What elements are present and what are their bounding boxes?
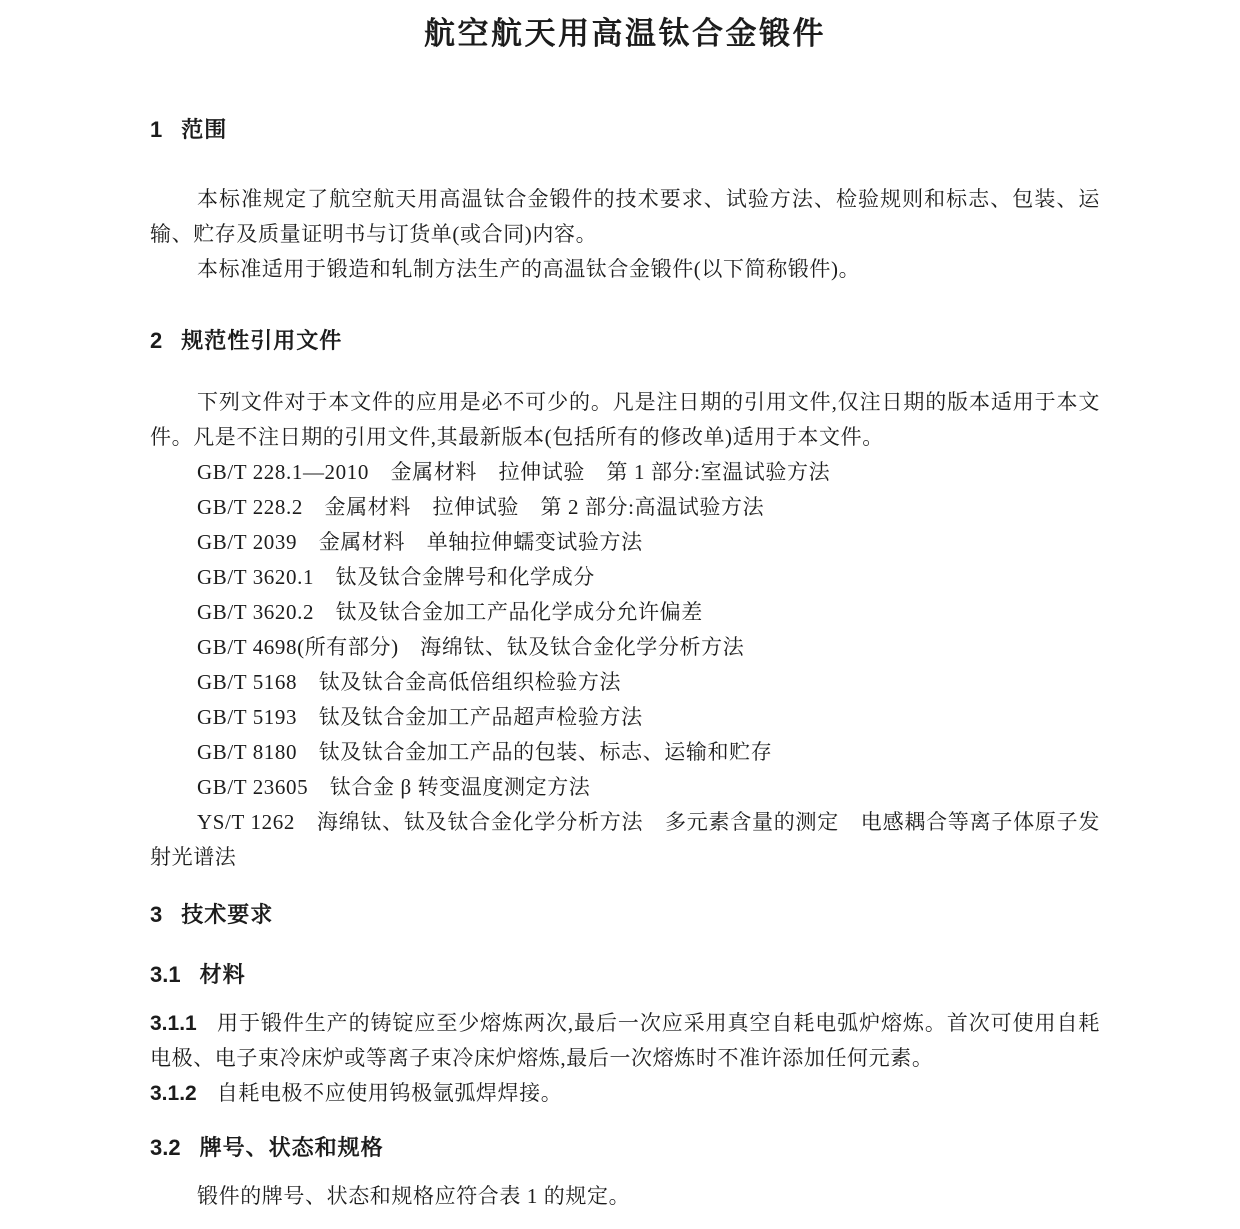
section-2-number: 2 — [150, 328, 163, 353]
section-1-title: 范围 — [181, 117, 228, 142]
reference-item: GB/T 8180 钛及钛合金加工产品的包装、标志、运输和贮存 — [197, 740, 773, 764]
section-3-heading — [150, 901, 1100, 929]
section-3-1-number: 3.1 — [150, 962, 181, 987]
reference-item: GB/T 2039 金属材料 单轴拉伸蠕变试验方法 — [197, 530, 643, 554]
clause-number: 3.1.1 — [150, 1012, 197, 1035]
reference-item: GB/T 5168 钛及钛合金高低倍组织检验方法 — [197, 670, 622, 694]
clause-text: 用于锻件生产的铸锭应至少熔炼两次,最后一次应采用真空自耗电弧炉熔炼。首次可使用自耗电极、电子束冷床炉或等离子束冷床炉熔炼,最后一次熔炼时不准许添加任何元素。 — [150, 1011, 1100, 1070]
designation-paragraph: 锻件的牌号、状态和规格应符合表 1 的规定。 — [197, 1184, 631, 1208]
references-intro-paragraph: 下列文件对于本文件的应用是必不可少的。凡是注日期的引用文件,仅注日期的版本适用于本文件。凡是不注日期的引用文件,其最新版本(包括所有的修改单)适用于本文件。 — [150, 390, 1100, 449]
section-3-number: 3 — [150, 902, 163, 927]
section-normative-references — [150, 327, 1100, 875]
clause-paragraph — [150, 1006, 1100, 1076]
section-technical-requirements — [150, 901, 1100, 1214]
section-3-2-number: 3.2 — [150, 1135, 181, 1160]
reference-item: GB/T 5193 钛及钛合金加工产品超声检验方法 — [197, 705, 643, 729]
document-title: 航空航天用高温钛合金锻件 — [424, 16, 826, 51]
reference-item: GB/T 228.1—2010 金属材料 拉伸试验 第 1 部分:室温试验方法 — [197, 460, 831, 484]
section-scope — [150, 116, 1100, 287]
section-2-title: 规范性引用文件 — [181, 328, 343, 353]
section-3-2-title: 牌号、状态和规格 — [199, 1135, 384, 1160]
scope-paragraph: 本标准规定了航空航天用高温钛合金锻件的技术要求、试验方法、检验规则和标志、包装、运输、贮存及质量证明书与订货单(或合同)内容。 — [150, 187, 1100, 246]
reference-item: GB/T 3620.1 钛及钛合金牌号和化学成分 — [197, 565, 595, 589]
reference-item: GB/T 3620.2 钛及钛合金加工产品化学成分允许偏差 — [197, 600, 703, 624]
section-3-2-heading — [150, 1134, 1100, 1162]
section-3-1-heading — [150, 961, 1100, 989]
section-1-number: 1 — [150, 117, 163, 142]
clause-paragraph — [150, 1076, 1100, 1111]
reference-item: GB/T 23605 钛合金 β 转变温度测定方法 — [197, 775, 591, 799]
reference-item: GB/T 4698(所有部分) 海绵钛、钛及钛合金化学分析方法 — [197, 635, 745, 659]
section-1-heading — [150, 116, 1100, 144]
section-3-1-title: 材料 — [199, 962, 246, 987]
reference-item: GB/T 228.2 金属材料 拉伸试验 第 2 部分:高温试验方法 — [197, 495, 765, 519]
scope-paragraph: 本标准适用于锻造和轧制方法生产的高温钛合金锻件(以下简称锻件)。 — [197, 257, 861, 281]
clause-number: 3.1.2 — [150, 1082, 197, 1105]
section-3-title: 技术要求 — [181, 902, 274, 927]
section-2-heading — [150, 327, 1100, 355]
reference-item: YS/T 1262 海绵钛、钛及钛合金化学分析方法 多元素含量的测定 电感耦合等离子体原子发射光谱法 — [150, 810, 1100, 869]
clause-text: 自耗电极不应使用钨极氩弧焊焊接。 — [216, 1081, 563, 1105]
